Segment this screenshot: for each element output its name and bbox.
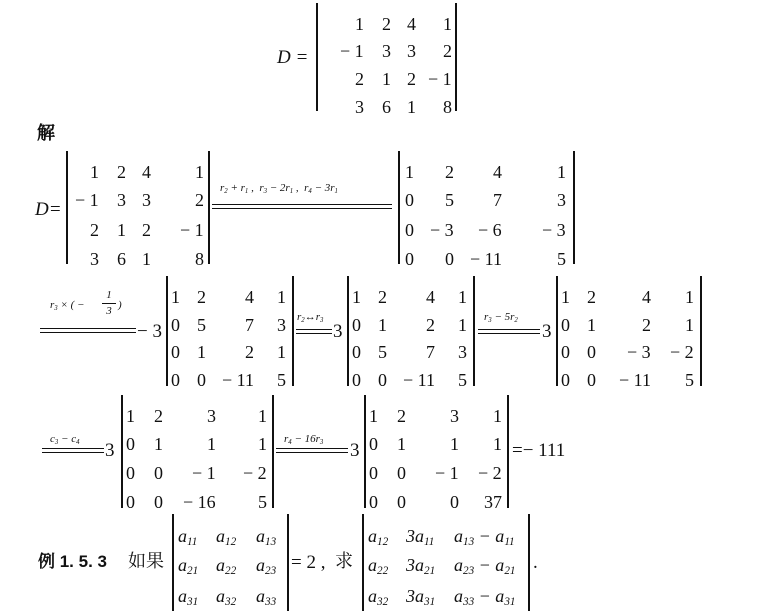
- determinant-bar-left: [66, 151, 68, 264]
- matrix-cell: 0: [587, 342, 596, 362]
- matrix-cell: 1: [443, 14, 452, 34]
- final-result: =− 111: [512, 440, 566, 461]
- matrix-cell: 3: [382, 41, 391, 61]
- matrix-cell: 3: [355, 97, 364, 117]
- matrix-cell: 7: [245, 315, 254, 335]
- matrix-cell: 0: [397, 463, 406, 483]
- matrix-cell: − 11: [470, 249, 502, 269]
- matrix-cell: 5: [258, 492, 267, 512]
- matrix-cell: − 1: [75, 190, 99, 210]
- matrix-cell: 6: [382, 97, 391, 117]
- matrix-cell: 0: [369, 492, 378, 512]
- matrix-cell: 7: [493, 190, 502, 210]
- equal-sign-double-line: [276, 448, 348, 453]
- step2-operation-arrow: [40, 290, 136, 340]
- example-period: .: [533, 552, 538, 573]
- matrix-cell: 1: [458, 287, 467, 307]
- matrix-cell: − 11: [403, 370, 435, 390]
- matrix-cell: 1: [90, 162, 99, 182]
- matrix-cell: $a_{23} - a_{21}$: [454, 555, 516, 578]
- matrix-cell: 0: [154, 492, 163, 512]
- matrix-cell: 2: [142, 220, 151, 240]
- step4-coefficient: 3: [542, 321, 552, 342]
- matrix-cell: 4: [426, 287, 435, 307]
- matrix-cell: 0: [378, 370, 387, 390]
- matrix-cell: 0: [352, 315, 361, 335]
- matrix-cell: 1: [258, 434, 267, 454]
- matrix-cell: 1: [587, 315, 596, 335]
- matrix-cell: 1: [277, 342, 286, 362]
- matrix-cell: − 3: [627, 342, 651, 362]
- matrix-cell: 1: [685, 287, 694, 307]
- matrix-cell: − 2: [670, 342, 694, 362]
- step4-operation-label: $r_3 - 5r_2$: [484, 311, 518, 324]
- matrix-cell: 3: [90, 249, 99, 269]
- matrix-cell: $a_{13}$: [256, 526, 277, 549]
- matrix-cell: 1: [557, 162, 566, 182]
- matrix-cell: − 1: [340, 41, 364, 61]
- example-equals: = 2 ,: [291, 552, 326, 573]
- determinant-bar-right: [473, 276, 475, 386]
- determinant-bar-left: [121, 395, 123, 508]
- step2-operation-label: $r_3$ × ( −: [50, 299, 85, 312]
- example-find-text: 求: [335, 551, 353, 572]
- example-if-text: 如果: [128, 551, 164, 572]
- determinant-bar-left: [347, 276, 349, 386]
- step5-coefficient: 3: [105, 440, 115, 461]
- matrix-cell: 0: [405, 190, 414, 210]
- matrix-cell: 1: [355, 14, 364, 34]
- determinant-bar-left: [398, 151, 400, 264]
- determinant-bar-right: [272, 395, 274, 508]
- matrix-cell: 3: [557, 190, 566, 210]
- problem-determinant-label: D =: [277, 47, 309, 68]
- equal-sign-double-line: [478, 329, 540, 334]
- matrix-cell: 0: [126, 463, 135, 483]
- matrix-cell: 3: [450, 406, 459, 426]
- matrix-cell: 2: [407, 69, 416, 89]
- matrix-cell: 2: [197, 287, 206, 307]
- determinant-bar-right: [573, 151, 575, 264]
- matrix-cell: 1: [493, 434, 502, 454]
- matrix-cell: − 11: [222, 370, 254, 390]
- matrix-cell: 2: [587, 287, 596, 307]
- step6-operation-label: $r_4 - 16r_3$: [284, 433, 324, 446]
- matrix-cell: 0: [352, 342, 361, 362]
- matrix-cell: 1: [382, 69, 391, 89]
- matrix-cell: $3a_{21}$: [406, 555, 436, 578]
- matrix-cell: 4: [245, 287, 254, 307]
- matrix-cell: 3: [458, 342, 467, 362]
- matrix-cell: $a_{13} - a_{11}$: [454, 526, 515, 549]
- determinant-bar-left: [556, 276, 558, 386]
- matrix-cell: 0: [154, 463, 163, 483]
- matrix-cell: 4: [493, 162, 502, 182]
- matrix-cell: − 1: [192, 463, 216, 483]
- matrix-cell: 2: [642, 315, 651, 335]
- matrix-cell: $a_{12}$: [368, 526, 389, 549]
- determinant-bar-left: [364, 395, 366, 508]
- step1-operation-arrow: [212, 182, 392, 212]
- matrix-cell: 1: [378, 315, 387, 335]
- matrix-cell: $a_{32}$: [216, 586, 237, 609]
- matrix-cell: 5: [685, 370, 694, 390]
- matrix-cell: 2: [90, 220, 99, 240]
- step3-coefficient: 3: [333, 321, 343, 342]
- step5-operation-arrow: [42, 432, 104, 462]
- matrix-cell: 3: [277, 315, 286, 335]
- matrix-cell: 8: [195, 249, 204, 269]
- matrix-cell: 1: [493, 406, 502, 426]
- matrix-cell: 3: [117, 190, 126, 210]
- matrix-cell: 5: [378, 342, 387, 362]
- determinant-bar-left: [316, 3, 318, 111]
- matrix-cell: − 11: [619, 370, 651, 390]
- matrix-cell: 2: [445, 162, 454, 182]
- matrix-cell: 5: [197, 315, 206, 335]
- matrix-cell: − 1: [180, 220, 204, 240]
- matrix-cell: 4: [142, 162, 151, 182]
- example-label: 例 1. 5. 3: [38, 552, 107, 571]
- matrix-cell: 1: [407, 97, 416, 117]
- determinant-bar-left: [166, 276, 168, 386]
- matrix-cell: $a_{22}$: [368, 555, 389, 578]
- matrix-cell: 2: [195, 190, 204, 210]
- matrix-cell: 2: [117, 162, 126, 182]
- matrix-cell: − 3: [542, 220, 566, 240]
- matrix-cell: 0: [561, 342, 570, 362]
- matrix-cell: 0: [126, 434, 135, 454]
- step1-operation-label: $r_2 + r_1$ , $r_3 - 2r_1$ , $r_4 - 3r_1$: [220, 182, 338, 195]
- matrix-cell: $a_{22}$: [216, 555, 237, 578]
- matrix-cell: 2: [397, 406, 406, 426]
- step2-operation-close: ): [118, 299, 122, 311]
- matrix-cell: 0: [126, 492, 135, 512]
- matrix-cell: 0: [397, 492, 406, 512]
- equal-sign-double-line: [212, 204, 392, 209]
- matrix-cell: $a_{23}$: [256, 555, 277, 578]
- matrix-cell: 3: [407, 41, 416, 61]
- matrix-cell: 6: [117, 249, 126, 269]
- matrix-cell: 1: [207, 434, 216, 454]
- matrix-cell: 0: [405, 249, 414, 269]
- matrix-cell: 1: [561, 287, 570, 307]
- matrix-cell: 0: [171, 370, 180, 390]
- matrix-cell: 1: [171, 287, 180, 307]
- fraction-one-third: 1 3: [102, 290, 116, 317]
- matrix-cell: 0: [405, 220, 414, 240]
- matrix-cell: $3a_{11}$: [406, 526, 435, 549]
- determinant-bar-right: [507, 395, 509, 508]
- matrix-cell: $a_{11}$: [178, 526, 198, 549]
- matrix-cell: 1: [685, 315, 694, 335]
- matrix-cell: 0: [561, 315, 570, 335]
- matrix-cell: 0: [369, 463, 378, 483]
- determinant-bar-right: [528, 514, 530, 611]
- matrix-cell: 2: [426, 315, 435, 335]
- equal-sign-double-line: [42, 448, 104, 453]
- step5-operation-label: $c_3 - c_4$: [50, 433, 80, 446]
- matrix-cell: 4: [407, 14, 416, 34]
- matrix-cell: 1: [126, 406, 135, 426]
- matrix-cell: $a_{21}$: [178, 555, 199, 578]
- matrix-cell: $a_{33} - a_{31}$: [454, 586, 516, 609]
- step2-coefficient: − 3: [137, 321, 162, 342]
- matrix-cell: − 1: [435, 463, 459, 483]
- matrix-cell: 5: [458, 370, 467, 390]
- matrix-cell: 8: [443, 97, 452, 117]
- matrix-cell: 5: [445, 190, 454, 210]
- matrix-cell: − 16: [183, 492, 216, 512]
- determinant-bar-right: [700, 276, 702, 386]
- matrix-cell: − 3: [430, 220, 454, 240]
- step3-operation-arrow: [296, 310, 332, 340]
- matrix-cell: − 6: [478, 220, 502, 240]
- determinant-bar-left: [172, 514, 174, 611]
- matrix-cell: 1: [405, 162, 414, 182]
- matrix-cell: 2: [245, 342, 254, 362]
- matrix-cell: 0: [197, 370, 206, 390]
- step4-operation-arrow: [478, 310, 540, 340]
- equal-sign-double-line: [296, 329, 332, 334]
- determinant-bar-right: [292, 276, 294, 386]
- matrix-cell: 3: [142, 190, 151, 210]
- matrix-cell: 1: [458, 315, 467, 335]
- matrix-cell: 2: [382, 14, 391, 34]
- matrix-cell: $3a_{31}$: [406, 586, 436, 609]
- matrix-cell: 0: [369, 434, 378, 454]
- matrix-cell: 37: [484, 492, 502, 512]
- matrix-cell: $a_{33}$: [256, 586, 277, 609]
- matrix-cell: − 2: [478, 463, 502, 483]
- matrix-cell: 4: [642, 287, 651, 307]
- step6-operation-arrow: [276, 432, 348, 462]
- matrix-cell: 1: [142, 249, 151, 269]
- matrix-cell: − 1: [428, 69, 452, 89]
- matrix-cell: 2: [154, 406, 163, 426]
- determinant-bar-right: [208, 151, 210, 264]
- equal-sign-double-line: [40, 328, 136, 333]
- matrix-cell: 0: [171, 315, 180, 335]
- matrix-cell: 1: [154, 434, 163, 454]
- matrix-cell: 1: [397, 434, 406, 454]
- matrix-cell: 1: [117, 220, 126, 240]
- solution-label: 解: [37, 123, 55, 143]
- step6-coefficient: 3: [350, 440, 360, 461]
- step1-lhs: D=: [35, 199, 62, 220]
- matrix-cell: 5: [277, 370, 286, 390]
- matrix-cell: $a_{31}$: [178, 586, 199, 609]
- matrix-cell: 0: [352, 370, 361, 390]
- matrix-cell: $a_{12}$: [216, 526, 237, 549]
- matrix-cell: 1: [195, 162, 204, 182]
- matrix-cell: − 2: [243, 463, 267, 483]
- matrix-cell: 2: [443, 41, 452, 61]
- determinant-bar-right: [287, 514, 289, 611]
- matrix-cell: 1: [352, 287, 361, 307]
- step3-operation-label: $r_2\leftrightarrow r_3$: [297, 311, 324, 324]
- matrix-cell: 3: [207, 406, 216, 426]
- matrix-cell: 1: [450, 434, 459, 454]
- matrix-cell: 1: [258, 406, 267, 426]
- matrix-cell: 1: [369, 406, 378, 426]
- matrix-cell: 0: [587, 370, 596, 390]
- matrix-cell: 2: [355, 69, 364, 89]
- determinant-bar-right: [455, 3, 457, 111]
- matrix-cell: 0: [561, 370, 570, 390]
- matrix-cell: $a_{32}$: [368, 586, 389, 609]
- matrix-cell: 0: [171, 342, 180, 362]
- determinant-bar-left: [362, 514, 364, 611]
- matrix-cell: 0: [450, 492, 459, 512]
- matrix-cell: 7: [426, 342, 435, 362]
- matrix-cell: 0: [445, 249, 454, 269]
- matrix-cell: 1: [197, 342, 206, 362]
- matrix-cell: 2: [378, 287, 387, 307]
- matrix-cell: 5: [557, 249, 566, 269]
- matrix-cell: 1: [277, 287, 286, 307]
